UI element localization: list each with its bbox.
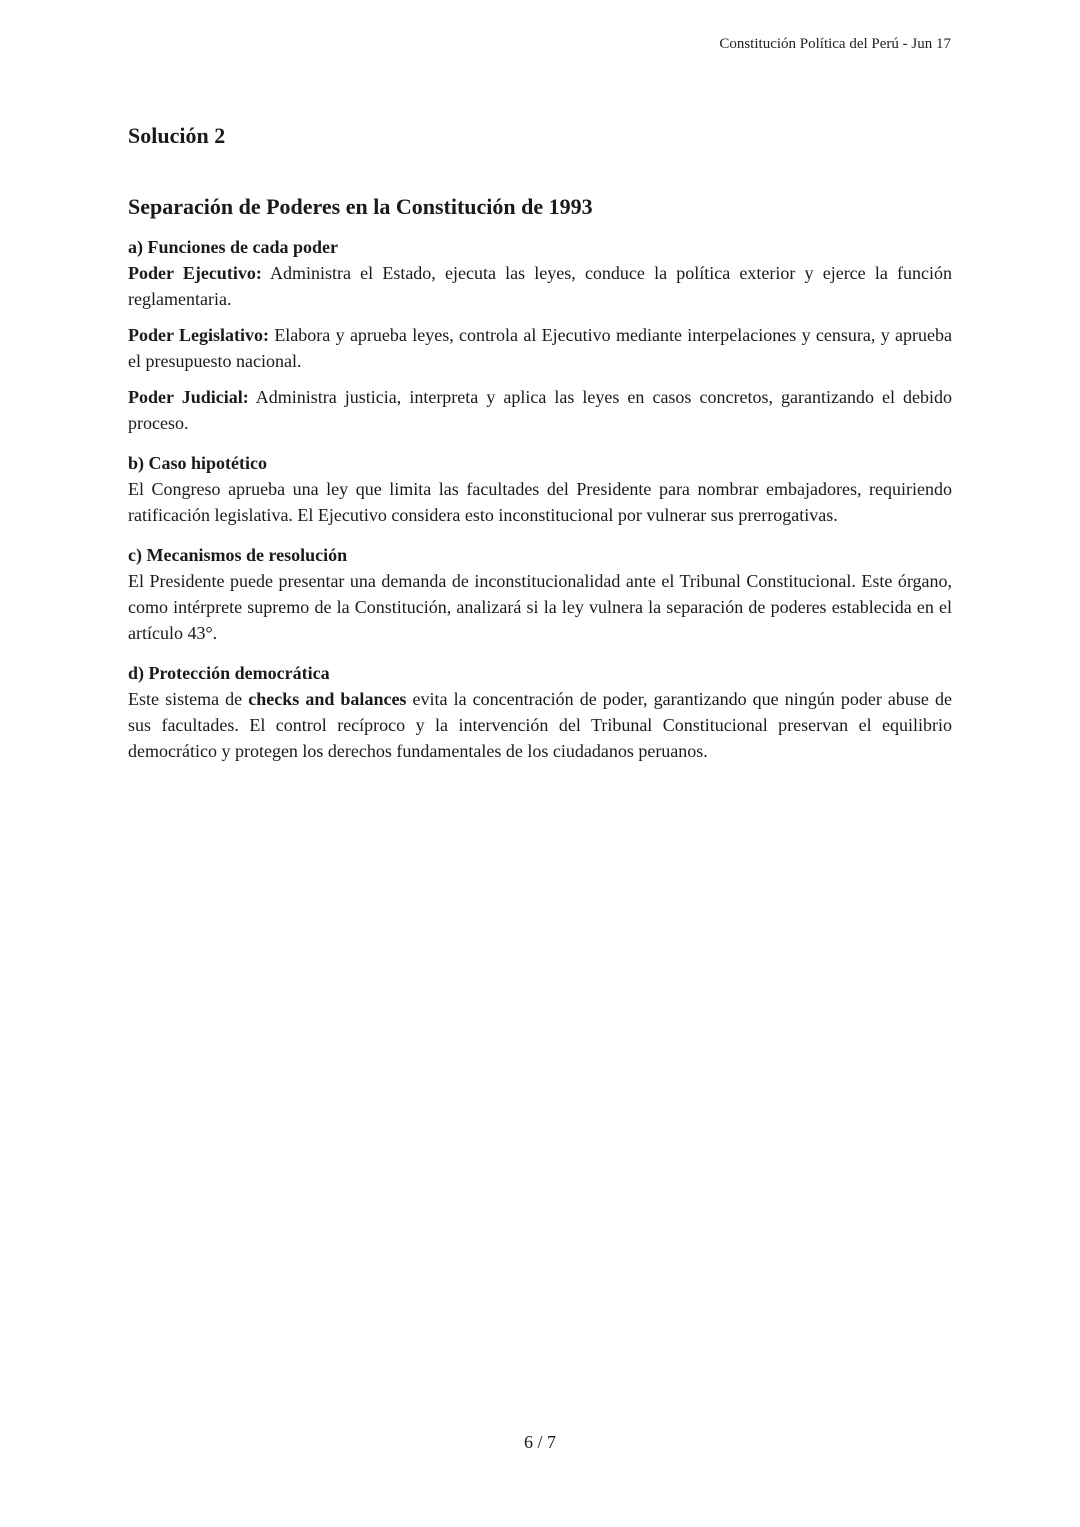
- part-a-title: a) Funciones de cada poder: [128, 237, 339, 257]
- part-b-paragraph: El Congreso aprueba una ley que limita las facultades del Presidente para nombrar embajadores, requiriendo ratificación legislativa. El Ejecutivo considera esto inconstitucional por vulnerar sus prerrogativas.: [128, 479, 952, 525]
- ejecutivo-lead: Poder Ejecutivo:: [128, 263, 262, 283]
- judicial-text: Administra justicia, interpreta y aplica las leyes en casos concretos, garantizando el debido proceso.: [128, 387, 952, 433]
- legislativo-paragraph: [128, 322, 952, 374]
- part-d-paragraph: [128, 686, 952, 764]
- part-d-title: d) Protección democrática: [128, 663, 330, 683]
- part-a: [128, 234, 952, 436]
- part-c-title: c) Mecanismos de resolución: [128, 545, 348, 565]
- ejecutivo-text: Administra el Estado, ejecuta las leyes, conduce la política exterior y ejerce la función reglamentaria.: [128, 263, 952, 309]
- part-b-title: b) Caso hipotético: [128, 453, 267, 473]
- section-title: Separación de Poderes en la Constitución de 1993: [128, 194, 593, 219]
- part-c-paragraph: El Presidente puede presentar una demanda de inconstitucionalidad ante el Tribunal Constitucional. Este órgano, como intérprete supremo de la Constitución, analizará si la ley vulnera la separación de poderes establecida en el artículo 43°.: [128, 571, 952, 643]
- judicial-paragraph: [128, 384, 952, 436]
- part-d-text-before: Este sistema de: [128, 689, 249, 709]
- solution-title: Solución 2: [128, 123, 226, 148]
- running-header: Constitución Política del Perú - Jun 17: [719, 36, 951, 52]
- judicial-lead: Poder Judicial:: [128, 387, 249, 407]
- document-body: [128, 118, 952, 778]
- part-c: [128, 542, 952, 646]
- part-d: [128, 660, 952, 764]
- checks-and-balances-term: checks and balances: [248, 689, 407, 709]
- part-b: [128, 450, 952, 528]
- ejecutivo-paragraph: [128, 260, 952, 312]
- legislativo-lead: Poder Legislativo:: [128, 325, 269, 345]
- page-number: 6 / 7: [523, 1432, 556, 1452]
- legislativo-text: Elabora y aprueba leyes, controla al Ejecutivo mediante interpelaciones y censura, y aprueba el presupuesto nacional.: [128, 325, 952, 371]
- part-d-text-after: evita la concentración de poder, garantizando que ningún poder abuse de sus facultades. El control recíproco y la intervención del Tribunal Constitucional preservan el equilibrio democrático y protegen los derechos fundamentales de los ciudadanos peruanos.: [128, 689, 952, 761]
